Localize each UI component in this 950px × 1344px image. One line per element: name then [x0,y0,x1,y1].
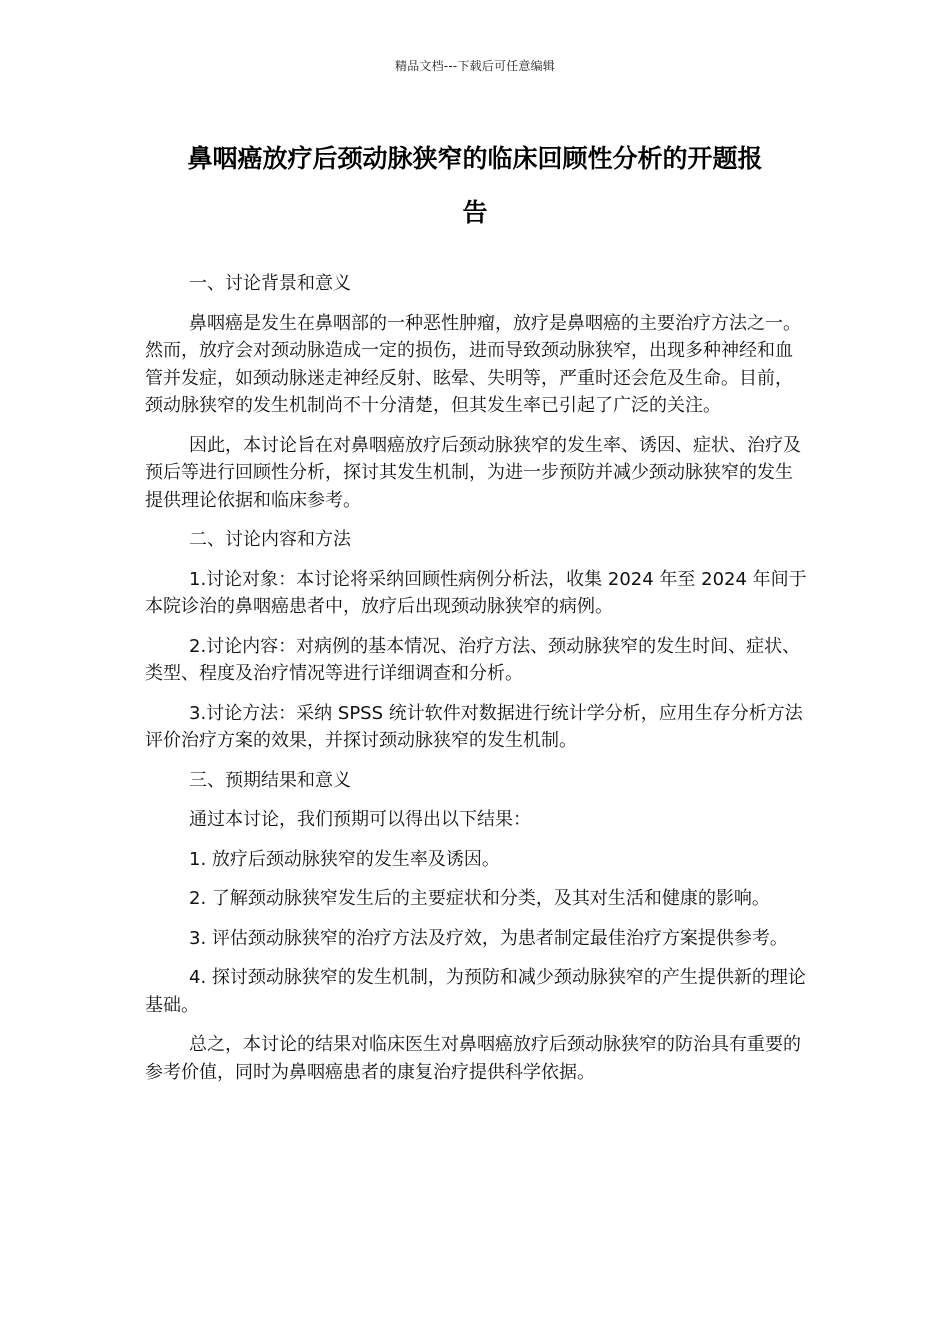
result-item-4: 4. 探讨颈动脉狭窄的发生机制，为预防和减少颈动脉狭窄的产生提供新的理论基础。 [145,967,806,1016]
paragraph-conclusion: 总之，本讨论的结果对临床医生对鼻咽癌放疗后颈动脉狭窄的防治具有重要的参考价值，同时为鼻咽癌患者的康复治疗提供科学依据。 [145,1034,801,1083]
paragraph-method-subject: 1.讨论对象：本讨论将采纳回顾性病例分析法，收集 2024 年至 2024 年间于本院诊治的鼻咽癌患者中，放疗后出现颈动脉狭窄的病例。 [145,568,807,617]
section-heading-background: 一、讨论背景和意义 [189,273,351,294]
paragraph-background-2: 因此，本讨论旨在对鼻咽癌放疗后颈动脉狭窄的发生率、诱因、症状、治疗及预后等进行回顾性分析，探讨其发生机制，为进一步预防并减少颈动脉狭窄的发生提供理论依据和临床参考。 [145,434,801,511]
paragraph-results-intro: 通过本讨论，我们预期可以得出以下结果： [189,809,531,830]
result-item-2: 2. 了解颈动脉狭窄发生后的主要症状和分类，及其对生活和健康的影响。 [189,888,770,909]
document-body [145,270,807,1098]
document-title [140,132,810,240]
paragraph-background-1: 鼻咽癌是发生在鼻咽部的一种恶性肿瘤，放疗是鼻咽癌的主要治疗方法之一。然而，放疗会对颈动脉造成一定的损伤，进而导致颈动脉狭窄，出现多种神经和血管并发症，如颈动脉迷走神经反射、眩晕、失明等，严重时还会危及生命。目前，颈动脉狭窄的发生机制尚不十分清楚，但其发生率已引起了广泛的关注。 [145,312,801,416]
section-heading-results: 三、预期结果和意义 [189,769,351,791]
title-line-2: 告 [462,198,488,227]
header-note: 精品文档---下载后可任意编辑 [395,59,555,73]
result-item-3: 3. 评估颈动脉狭窄的治疗方法及疗效，为患者制定最佳治疗方案提供参考。 [189,927,788,949]
section-heading-methods: 二、讨论内容和方法 [189,529,351,550]
title-line-1: 鼻咽癌放疗后颈动脉狭窄的临床回顾性分析的开题报 [187,144,763,173]
paragraph-method-content: 2.讨论内容：对病例的基本情况、治疗方法、颈动脉狭窄的发生时间、症状、类型、程度及治疗情况等进行详细调查和分析。 [145,635,801,684]
result-item-1: 1. 放疗后颈动脉狭窄的发生率及诱因。 [189,848,500,870]
paragraph-method-approach: 3.讨论方法：采纳 SPSS 统计软件对数据进行统计学分析，应用生存分析方法评价治疗方案的效果，并探讨颈动脉狭窄的发生机制。 [145,702,803,751]
